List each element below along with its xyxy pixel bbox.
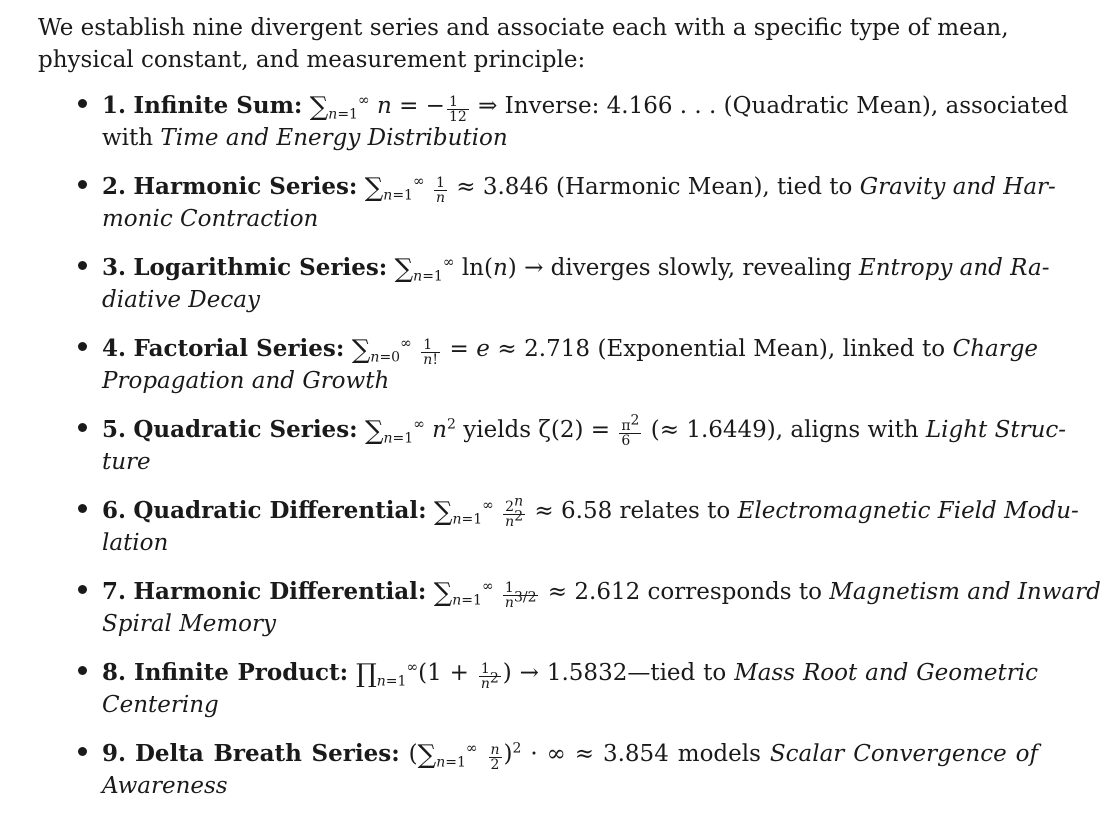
item-text: ≈ 2.612 corresponds to bbox=[547, 579, 822, 605]
item-line-2 bbox=[102, 284, 1038, 316]
item-line-2 bbox=[102, 608, 1038, 640]
item-line-1 bbox=[102, 333, 1038, 367]
item-emphasis-cont: Propagation and Growth bbox=[102, 368, 390, 394]
item-formula: $\prod_{n=1}^\infty(1$ + $\frac{1}{n^2}$ ) bbox=[356, 659, 512, 692]
list-item-quadratic-series bbox=[0, 410, 1067, 491]
item-emphasis-cont: diative Decay bbox=[102, 287, 260, 313]
item-emphasis-cont: ture bbox=[102, 449, 151, 475]
bullet-icon bbox=[78, 180, 87, 189]
item-text: → 1.5832—tied to bbox=[519, 660, 727, 686]
item-emphasis: Gravity and Har- bbox=[859, 174, 1056, 200]
item-number: 2. bbox=[102, 173, 127, 200]
list-item-harmonic-differential bbox=[0, 572, 1101, 653]
item-formula: ($\sum_{n=1}^\infty$ $\frac{n}{2}$ )$^2$ · ∞ bbox=[408, 740, 566, 773]
item-formula: $\sum_{n=0}^\infty$ $\frac{1}{n!}$ = e bbox=[351, 335, 490, 368]
item-term: Infinite Sum: bbox=[133, 92, 303, 119]
item-formula: $\sum_{n=1}^\infty$ $\frac{2^n}{n^2}$ bbox=[433, 493, 524, 530]
item-number: 5. bbox=[102, 416, 127, 443]
item-formula: $\sum_{n=1}^\infty$ $n^2$ yields ζ(2) = $\frac{\pi^2}{6}$ bbox=[364, 412, 640, 449]
item-formula: $\sum_{n=1}^\infty$ $\frac{1}{n^{3/2}}$ bbox=[433, 578, 537, 611]
item-line-2 bbox=[102, 446, 1038, 478]
item-line-2 bbox=[102, 365, 1038, 397]
item-number: 4. bbox=[102, 335, 127, 362]
item-emphasis-cont: Awareness bbox=[102, 773, 228, 799]
item-emphasis-cont: lation bbox=[102, 530, 169, 556]
item-emphasis: Mass Root and Geometric bbox=[734, 660, 1039, 686]
item-line-1 bbox=[102, 252, 1050, 285]
item-term: Factorial Series: bbox=[133, 335, 345, 362]
item-formula: $\sum_{n=1}^\infty$ $\frac{1}{n}$ bbox=[364, 173, 445, 206]
list-item-delta-breath-series bbox=[0, 734, 1062, 815]
list-item-infinite-sum bbox=[0, 86, 1069, 167]
item-line-2 bbox=[102, 203, 1038, 235]
item-term: Harmonic Series: bbox=[133, 173, 358, 200]
item-line-2 bbox=[102, 527, 1038, 559]
item-line-1 bbox=[102, 576, 1101, 611]
bullet-icon bbox=[78, 747, 87, 756]
item-number: 7. bbox=[102, 578, 127, 605]
item-emphasis: Electromagnetic Field Modu- bbox=[737, 498, 1079, 524]
item-line-2 bbox=[102, 770, 1038, 802]
item-term: Harmonic Differential: bbox=[133, 578, 427, 605]
bullet-icon bbox=[78, 666, 87, 675]
bullet-icon bbox=[78, 423, 87, 432]
list-item-factorial-series bbox=[0, 329, 1062, 410]
item-line-1 bbox=[102, 90, 1069, 125]
intro-paragraph: We establish nine divergent series and associate each with a specific type of mean, physical constant, and measurement principle: bbox=[38, 15, 1009, 73]
item-emphasis: Scalar Convergence of bbox=[769, 741, 1039, 767]
item-term: Quadratic Series: bbox=[133, 416, 358, 443]
bullet-icon bbox=[78, 342, 87, 351]
item-line-1 bbox=[102, 657, 1038, 691]
item-emphasis: Magnetism and Inward bbox=[829, 579, 1101, 605]
item-line-2 bbox=[102, 689, 1038, 721]
item-number: 3. bbox=[102, 254, 127, 281]
item-text: ≈ 6.58 relates to bbox=[534, 498, 731, 524]
item-number: 1. bbox=[102, 92, 127, 119]
item-line-1 bbox=[102, 171, 1056, 206]
item-formula: $\sum_{n=1}^\infty$ n = − $\frac{1}{12}$ bbox=[309, 92, 467, 125]
item-term: Infinite Product: bbox=[133, 659, 349, 686]
bullet-icon bbox=[78, 99, 87, 108]
item-emphasis-cont: Centering bbox=[102, 692, 219, 718]
item-line-1 bbox=[102, 412, 1067, 449]
item-text: → diverges slowly, revealing bbox=[524, 255, 852, 281]
item-emphasis: Entropy and Ra- bbox=[858, 255, 1050, 281]
item-term: Delta Breath Series: bbox=[134, 740, 400, 767]
bullet-icon bbox=[78, 504, 87, 513]
item-number: 8. bbox=[102, 659, 127, 686]
item-line-1 bbox=[102, 738, 1038, 772]
item-emphasis-cont: Spiral Memory bbox=[102, 611, 277, 637]
item-emphasis: Charge bbox=[952, 336, 1039, 362]
item-text: (≈ 1.6449), aligns with bbox=[650, 417, 919, 443]
bullet-icon bbox=[78, 585, 87, 594]
item-formula: $\sum_{n=1}^\infty$ ln(n) bbox=[394, 254, 517, 285]
item-term: Quadratic Differential: bbox=[133, 497, 427, 524]
bullet-icon bbox=[78, 261, 87, 270]
item-line-2: with Time and Energy Distribution bbox=[102, 125, 508, 151]
item-number: 6. bbox=[102, 497, 127, 524]
item-emphasis: Time and Energy Distribution bbox=[160, 125, 508, 151]
list-item-quadratic-differential bbox=[0, 491, 1079, 572]
item-text: ≈ 3.846 (Harmonic Mean), tied to bbox=[456, 174, 853, 200]
item-number: 9. bbox=[102, 740, 127, 767]
list-item-infinite-product bbox=[0, 653, 1062, 734]
item-emphasis-cont: monic Contraction bbox=[102, 206, 319, 232]
series-list bbox=[0, 86, 1101, 815]
list-item-harmonic-series bbox=[0, 167, 1062, 248]
item-text: ⇒ Inverse: 4.166 . . . (Quadratic Mean), associated bbox=[478, 93, 1069, 119]
item-emphasis: Light Struc- bbox=[925, 417, 1067, 443]
item-text: ≈ 3.854 models bbox=[574, 741, 761, 767]
item-text: ≈ 2.718 (Exponential Mean), linked to bbox=[497, 336, 946, 362]
list-item-logarithmic-series bbox=[0, 248, 1062, 329]
item-line-1 bbox=[102, 493, 1079, 530]
item-term: Logarithmic Series: bbox=[133, 254, 388, 281]
